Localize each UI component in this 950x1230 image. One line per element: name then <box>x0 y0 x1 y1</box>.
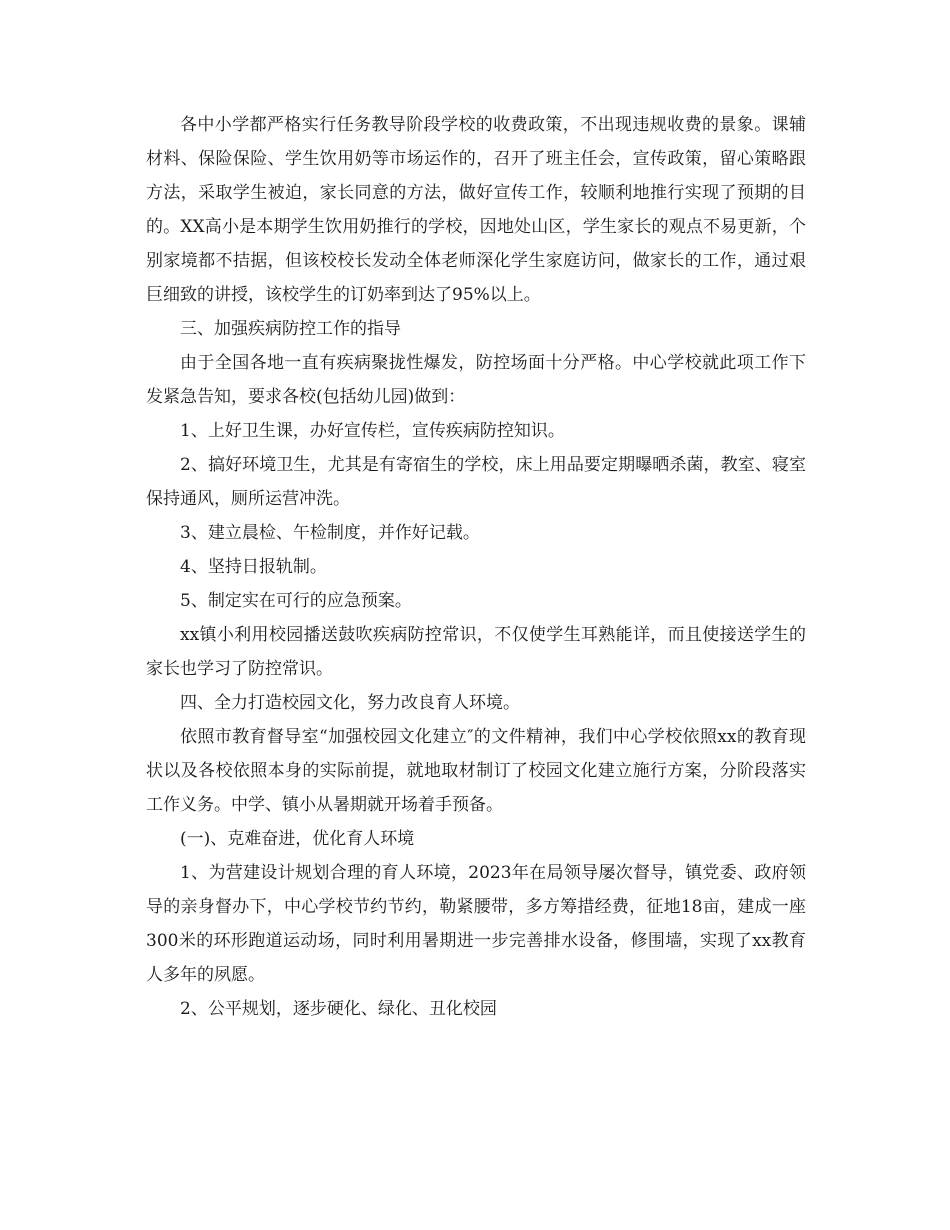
heading-disease-prevention: 三、加强疾病防控工作的指导 <box>180 319 401 339</box>
document-page <box>146 108 806 1026</box>
list-item-sports-field: 1、为营建设计规划合理的育人环境，2023年在局领导屡次督导，镇党委、政府领导的亲身督办下，中心学校节约节约，勒紧腰带，多方筹措经费，征地18亩，建成一座300米的环形跑道运动场，同时利用暑期进一步完善排水设备，修围墙，实现了xx教育人多年的夙愿。 <box>146 863 806 985</box>
list-item-daily-report: 4、坚持日报轨制。 <box>180 557 327 577</box>
list-item-morning-check: 3、建立晨检、午检制度，并作好记载。 <box>180 523 480 543</box>
paragraph-culture-plan: 依照市教育督导室“加强校园文化建立″的文件精神，我们中心学校依照xx的教育现状以及各校依照本身的实际前提，就地取材制订了校园文化建立施行方案，分阶段落实工作义务。中学、镇小从暑期就开场着手预备。 <box>146 727 806 815</box>
paragraph-epidemic-notice: 由于全国各地一直有疾病聚拢性爆发，防控场面十分严格。中心学校就此项工作下发紧急告知，要求各校(包括幼儿园)做到： <box>146 353 806 407</box>
list-item-campus-planning: 2、公平规划，逐步硬化、绿化、丑化校园 <box>180 999 497 1019</box>
list-item-hygiene-class: 1、上好卫生课，办好宣传栏，宣传疾病防控知识。 <box>180 421 565 441</box>
list-item-environment: 2、搞好环境卫生，尤其是有寄宿生的学校，床上用品要定期曝晒杀菌，教室、寝室保持通风，厕所运营冲洗。 <box>146 455 806 509</box>
paragraph-campus-broadcast: xx镇小利用校园播送鼓吹疾病防控常识，不仅使学生耳熟能详，而且使接送学生的家长也学习了防控常识。 <box>146 625 806 679</box>
heading-campus-culture: 四、全力打造校园文化，努力改良育人环境。 <box>180 693 520 713</box>
subheading-environment: (一)、克难奋进，优化育人环境 <box>180 829 415 849</box>
paragraph-fee-policy: 各中小学都严格实行任务教导阶段学校的收费政策，不出现违规收费的景象。课辅材料、保险保险、学生饮用奶等市场运作的，召开了班主任会，宣传政策，留心策略跟方法，采取学生被迫，家长同意的方法，做好宣传工作，较顺利地推行实现了预期的目的。XX高小是本期学生饮用奶推行的学校，因地处山区，学生家长的观点不易更新，个别家境都不拮据，但该校校长发动全体老师深化学生家庭访问，做家长的工作，通过艰巨细致的讲授，该校学生的订奶率到达了95%以上。 <box>146 115 806 305</box>
list-item-emergency-plan: 5、制定实在可行的应急预案。 <box>180 591 412 611</box>
